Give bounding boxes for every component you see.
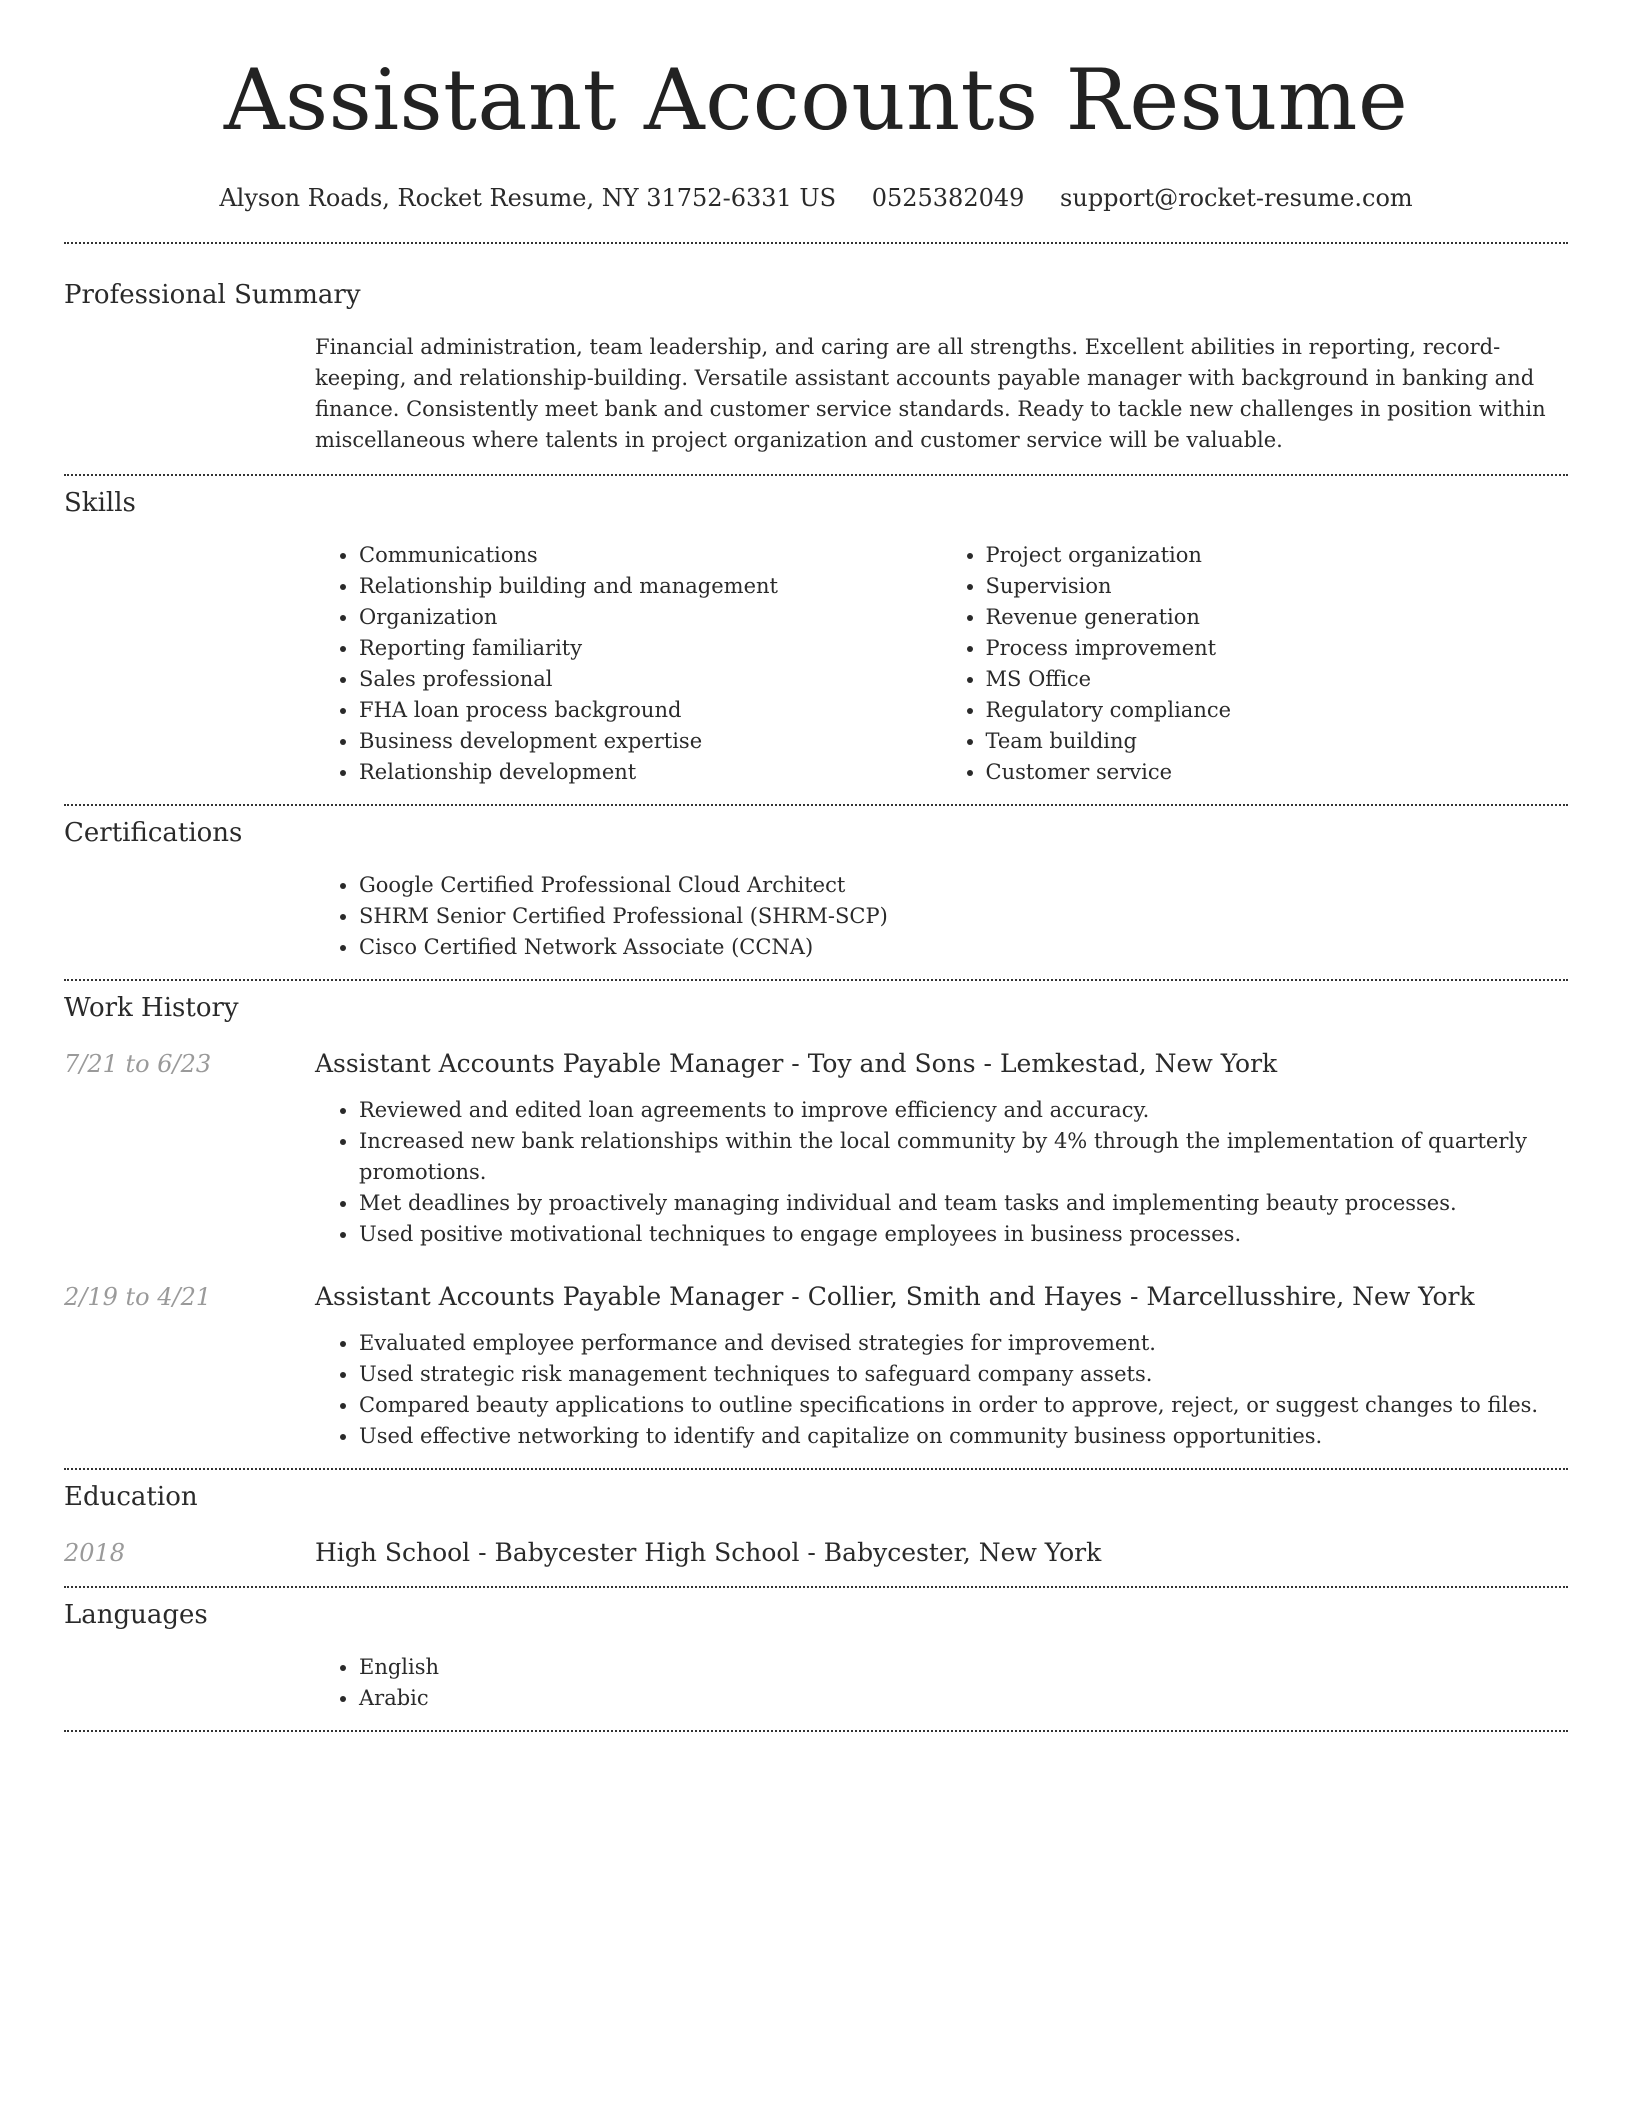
list-item: • English [359, 1652, 1568, 1683]
skills-list-left [315, 540, 942, 788]
job-dates: 2/19 to 4/21 [64, 1283, 212, 1311]
list-item: • Compared beauty applications to outline specifications in order to approve, reject, or suggest changes to files. [359, 1390, 1568, 1421]
section-heading-skills: Skills [64, 488, 136, 518]
list-item: • Communications [359, 540, 942, 571]
job-entry [64, 1280, 1568, 1452]
languages-section [64, 1588, 1568, 1730]
list-item: • Reporting familiarity [359, 633, 942, 664]
list-item: • Process improvement [986, 633, 1569, 664]
list-item: • Organization [359, 602, 942, 633]
job-header [64, 1047, 1568, 1081]
list-item: • Project organization [986, 540, 1569, 571]
job-title: Assistant Accounts Payable Manager - Toy and Sons - Lemkestad, New York [315, 1049, 1278, 1078]
list-item: • Used strategic risk management techniques to safeguard company assets. [359, 1359, 1568, 1390]
section-heading-languages: Languages [64, 1600, 208, 1630]
work-history-section [64, 981, 1568, 1468]
skills-columns [315, 540, 1568, 788]
education-section [64, 1470, 1568, 1586]
skills-section [64, 476, 1568, 804]
job-bullet-list [315, 1095, 1568, 1250]
list-item: • Met deadlines by proactively managing individual and team tasks and implementing beauty processes. [359, 1188, 1568, 1219]
summary-section [64, 244, 1568, 474]
list-item: • Used positive motivational techniques to engage employees in business processes. [359, 1219, 1568, 1250]
list-item: • Revenue generation [986, 602, 1569, 633]
education-date: 2018 [64, 1539, 126, 1567]
job-entry [64, 1047, 1568, 1250]
education-entry [64, 1536, 1568, 1570]
list-item: • Regulatory compliance [986, 695, 1569, 726]
list-item: • Reviewed and edited loan agreements to improve efficiency and accuracy. [359, 1095, 1568, 1126]
page-title: Assistant Accounts Resume [223, 51, 1409, 149]
list-item: • Cisco Certified Network Associate (CCNA) [359, 932, 1568, 963]
section-heading-summary: Professional Summary [64, 280, 361, 310]
list-item: • Google Certified Professional Cloud Architect [359, 870, 1568, 901]
list-item: • SHRM Senior Certified Professional (SHRM-SCP) [359, 901, 1568, 932]
languages-body [315, 1652, 1568, 1714]
certifications-list [315, 870, 1568, 963]
list-item: • Supervision [986, 571, 1569, 602]
job-title: Assistant Accounts Payable Manager - Collier, Smith and Hayes - Marcellusshire, New York [315, 1282, 1475, 1311]
contact-address: Alyson Roads, Rocket Resume, NY 31752-6331 US [219, 184, 837, 212]
job-bullets [315, 1328, 1568, 1452]
certifications-section [64, 806, 1568, 979]
skills-list-right [942, 540, 1569, 788]
job-bullets [315, 1095, 1568, 1250]
contact-phone: 0525382049 [871, 184, 1025, 212]
list-item: • FHA loan process background [359, 695, 942, 726]
job-header [64, 1280, 1568, 1314]
list-item: • Team building [986, 726, 1569, 757]
divider [64, 1730, 1568, 1732]
section-heading-work-history: Work History [64, 993, 239, 1023]
contact-line [64, 182, 1568, 214]
contact-email: support@rocket-resume.com [1060, 184, 1413, 212]
list-item: • Used effective networking to identify and capitalize on community business opportunities. [359, 1421, 1568, 1452]
education-title: High School - Babycester High School - Babycester, New York [315, 1538, 1102, 1567]
languages-list [315, 1652, 1568, 1714]
list-item: • Relationship building and management [359, 571, 942, 602]
list-item: • Sales professional [359, 664, 942, 695]
certifications-body [315, 870, 1568, 963]
job-bullet-list [315, 1328, 1568, 1452]
list-item: • Increased new bank relationships within the local community by 4% through the implementation of quarterly promotions. [359, 1126, 1568, 1188]
job-dates: 7/21 to 6/23 [64, 1050, 212, 1078]
list-item: • MS Office [986, 664, 1569, 695]
section-heading-certifications: Certifications [64, 818, 243, 848]
list-item: • Customer service [986, 757, 1569, 788]
list-item: • Evaluated employee performance and devised strategies for improvement. [359, 1328, 1568, 1359]
list-item: • Arabic [359, 1683, 1568, 1714]
list-item: • Business development expertise [359, 726, 942, 757]
list-item: • Relationship development [359, 757, 942, 788]
section-heading-education: Education [64, 1482, 198, 1512]
summary-text: Financial administration, team leadership, and caring are all strengths. Excellent abilities in reporting, record-keeping, and relationship-building. Versatile assistant accounts payable manager with background in banking and finance. Consistently meet bank and customer service standards. Ready to tackle new challenges in position within miscellaneous where talents in project organization and customer service will be valuable. [315, 335, 1546, 452]
